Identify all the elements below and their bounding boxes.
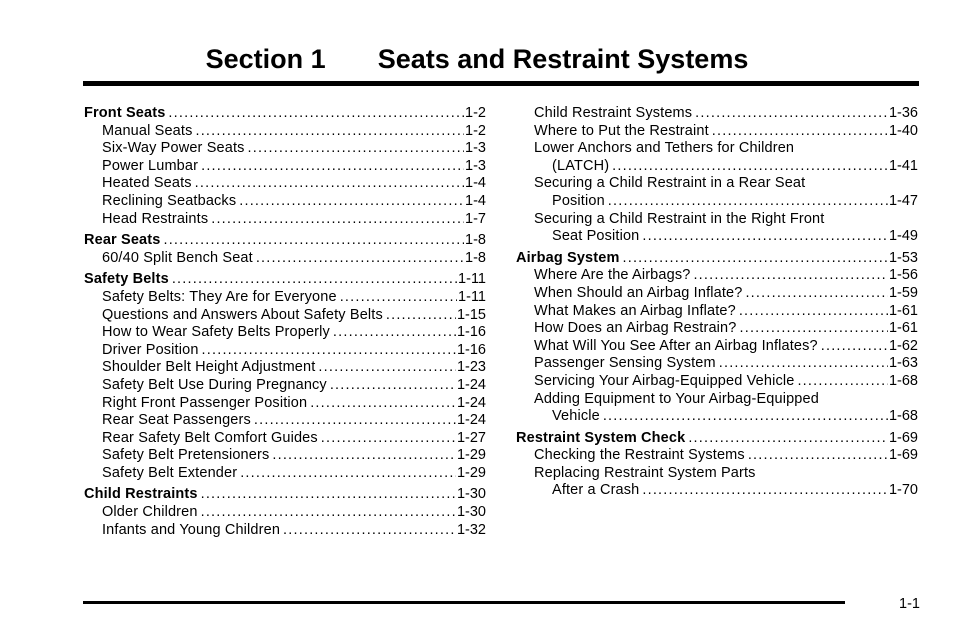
- toc-entry[interactable]: [84, 395, 486, 413]
- dot-leader: [195, 123, 464, 141]
- toc-entry-title: Safety Belts: They Are for Everyone: [102, 288, 337, 305]
- toc-entry[interactable]: [516, 105, 918, 123]
- toc-page-ref: 1-2: [465, 105, 486, 121]
- toc-entry-title: Securing a Child Restraint in a Rear Seat: [534, 175, 806, 192]
- dot-leader: [163, 232, 464, 250]
- dot-leader: [240, 465, 456, 483]
- toc-entry-title: Vehicle: [552, 408, 600, 425]
- toc-page-ref: 1-8: [465, 249, 486, 266]
- toc-page-ref: 1-27: [456, 429, 486, 446]
- toc-page-ref: 1-4: [465, 175, 486, 192]
- toc-entry-title: Power Lumbar: [102, 157, 199, 174]
- toc-page-ref: 1-62: [888, 337, 918, 354]
- toc-page-ref: 1-30: [456, 504, 486, 521]
- dot-leader: [603, 408, 888, 426]
- page-number: 1-1: [899, 596, 920, 612]
- toc-entry[interactable]: [516, 123, 918, 141]
- toc-entry-title: Position: [552, 192, 605, 209]
- toc-page-ref: 1-70: [888, 482, 918, 499]
- toc-section: [516, 430, 918, 500]
- toc-section: [84, 271, 486, 482]
- dot-leader: [272, 447, 456, 465]
- toc-entry[interactable]: [84, 158, 486, 176]
- toc-page-ref: 1-29: [456, 447, 486, 464]
- toc-entry[interactable]: [84, 465, 486, 483]
- dot-leader: [330, 377, 456, 395]
- toc-page-ref: 1-2: [465, 122, 486, 139]
- dot-leader: [748, 447, 888, 465]
- toc-page-ref: 1-23: [456, 359, 486, 376]
- toc-page-ref: 1-16: [456, 341, 486, 358]
- toc-entry-title: Checking the Restraint Systems: [534, 447, 745, 464]
- toc-entry-title: Safety Belts: [84, 271, 169, 288]
- toc-page-ref: 1-8: [465, 232, 486, 249]
- toc-page-ref: 1-32: [456, 521, 486, 538]
- toc-entry-title: 60/40 Split Bench Seat: [102, 249, 253, 266]
- footer-rule: [83, 601, 845, 604]
- toc-page-ref: 1-69: [888, 429, 918, 446]
- dot-leader: [695, 105, 888, 123]
- dot-leader: [318, 359, 456, 377]
- toc-entry[interactable]: [84, 504, 486, 522]
- toc-right-column: [516, 105, 918, 504]
- toc-entry-continued[interactable]: [516, 193, 918, 211]
- toc-entry-title: How Does an Airbag Restrain?: [534, 320, 737, 337]
- toc-page-ref: 1-40: [888, 122, 918, 139]
- toc-entry[interactable]: [516, 267, 918, 285]
- toc-entry[interactable]: [84, 430, 486, 448]
- toc-page-ref: 1-15: [456, 306, 486, 323]
- toc-entry-title: Rear Safety Belt Comfort Guides: [102, 429, 318, 446]
- toc-entry[interactable]: [516, 355, 918, 373]
- toc-page-ref: 1-11: [458, 288, 486, 305]
- dot-leader: [712, 123, 888, 141]
- toc-entry-title: Reclining Seatbacks: [102, 192, 237, 209]
- dot-leader: [642, 228, 888, 246]
- toc-entry-continued[interactable]: [516, 408, 918, 426]
- toc-heading[interactable]: [84, 105, 486, 123]
- toc-page-ref: 1-63: [888, 355, 918, 372]
- dot-leader: [211, 211, 464, 229]
- dot-leader: [202, 342, 456, 360]
- toc-entry-title: Rear Seat Passengers: [102, 412, 251, 429]
- section-title: Seats and Restraint Systems: [377, 44, 749, 74]
- dot-leader: [333, 324, 456, 342]
- toc-entry[interactable]: [516, 373, 918, 391]
- toc-page-ref: 1-24: [456, 412, 486, 429]
- toc-entry[interactable]: [516, 391, 918, 409]
- toc-page-ref: 1-59: [888, 284, 918, 301]
- toc-entry[interactable]: [84, 412, 486, 430]
- dot-leader: [239, 193, 464, 211]
- toc-entry[interactable]: [516, 140, 918, 158]
- toc-heading[interactable]: [84, 271, 486, 289]
- dot-leader: [745, 285, 888, 303]
- toc-page-ref: 1-16: [456, 324, 486, 341]
- dot-leader: [201, 486, 456, 504]
- toc-entry-title: Safety Belt Extender: [102, 464, 238, 481]
- toc-entry-title: What Will You See After an Airbag Inflates?: [534, 337, 818, 354]
- toc-entry-title: Replacing Restraint System Parts: [534, 464, 756, 481]
- dot-leader: [821, 338, 888, 356]
- title-rule: [83, 81, 919, 86]
- toc-section: [84, 232, 486, 267]
- toc-page-ref: 1-3: [465, 140, 486, 157]
- toc-section: [84, 105, 486, 228]
- toc-entry-title: Safety Belt Use During Pregnancy: [102, 376, 327, 393]
- dot-leader: [386, 307, 456, 325]
- toc-page-ref: 1-11: [458, 271, 486, 288]
- dot-leader: [797, 373, 888, 391]
- dot-leader: [739, 320, 887, 338]
- toc-entry[interactable]: [516, 465, 918, 483]
- toc-entry-title: Restraint System Check: [516, 429, 686, 446]
- dot-leader: [256, 250, 464, 268]
- dot-leader: [719, 355, 888, 373]
- dot-leader: [201, 158, 464, 176]
- toc-entry-title: Seat Position: [552, 228, 640, 245]
- toc-entry-title: Adding Equipment to Your Airbag-Equipped: [534, 390, 819, 407]
- toc-entry[interactable]: [516, 447, 918, 465]
- toc-entry-title: Infants and Young Children: [102, 521, 281, 538]
- toc-entry-title: How to Wear Safety Belts Properly: [102, 324, 330, 341]
- dot-leader: [168, 105, 464, 123]
- toc-page-ref: 1-30: [456, 486, 486, 503]
- toc-entry-title: Older Children: [102, 504, 198, 521]
- toc-heading[interactable]: [516, 250, 918, 268]
- dot-leader: [688, 430, 888, 448]
- toc-entry[interactable]: [84, 307, 486, 325]
- toc-entry[interactable]: [516, 338, 918, 356]
- dot-leader: [340, 289, 457, 307]
- toc-entry-title: Right Front Passenger Position: [102, 394, 308, 411]
- toc-entry-title: Where Are the Airbags?: [534, 267, 691, 284]
- toc-entry-title: Manual Seats: [102, 122, 193, 139]
- dot-leader: [283, 522, 456, 540]
- toc-entry-title: Driver Position: [102, 341, 199, 358]
- toc-entry-title: Airbag System: [516, 249, 620, 266]
- dot-leader: [201, 504, 456, 522]
- dot-leader: [623, 250, 888, 268]
- toc-entry-title: Rear Seats: [84, 232, 161, 249]
- toc-entry-continued[interactable]: [516, 158, 918, 176]
- toc-entry-continued[interactable]: [516, 482, 918, 500]
- toc-entry-title: After a Crash: [552, 482, 640, 499]
- toc-heading[interactable]: [84, 486, 486, 504]
- toc-entry-title: Head Restraints: [102, 210, 209, 227]
- toc-page-ref: 1-41: [888, 157, 918, 174]
- toc-page-ref: 1-49: [888, 228, 918, 245]
- toc-entry[interactable]: [84, 342, 486, 360]
- toc-entry[interactable]: [84, 447, 486, 465]
- dot-leader: [612, 158, 888, 176]
- toc-left-column: [84, 105, 486, 543]
- toc-page-ref: 1-61: [888, 302, 918, 319]
- toc-entry-title: Securing a Child Restraint in the Right Front: [534, 210, 825, 227]
- dot-leader: [310, 395, 456, 413]
- toc-page-ref: 1-36: [888, 105, 918, 121]
- toc-entry-title: Six-Way Power Seats: [102, 140, 245, 157]
- dot-leader: [254, 412, 456, 430]
- dot-leader: [693, 267, 888, 285]
- toc-entry[interactable]: [84, 289, 486, 307]
- toc-entry[interactable]: [516, 303, 918, 321]
- toc-entry-title: When Should an Airbag Inflate?: [534, 284, 743, 301]
- toc-entry[interactable]: [516, 285, 918, 303]
- toc-page-ref: 1-47: [888, 192, 918, 209]
- toc-page-ref: 1-24: [456, 394, 486, 411]
- toc-heading[interactable]: [84, 232, 486, 250]
- toc-entry-title: Passenger Sensing System: [534, 355, 716, 372]
- toc-section: [84, 486, 486, 539]
- toc-entry-title: Servicing Your Airbag-Equipped Vehicle: [534, 372, 795, 389]
- toc-entry[interactable]: [84, 377, 486, 395]
- toc-heading[interactable]: [516, 430, 918, 448]
- toc-entry-continued[interactable]: [516, 228, 918, 246]
- toc-page-ref: 1-4: [465, 192, 486, 209]
- toc-entry[interactable]: [84, 211, 486, 229]
- toc-entry[interactable]: [516, 211, 918, 229]
- toc-page-ref: 1-29: [456, 464, 486, 481]
- toc-section: [516, 250, 918, 426]
- toc-entry-title: What Makes an Airbag Inflate?: [534, 302, 736, 319]
- toc-section: [516, 105, 918, 246]
- toc-entry-title: Heated Seats: [102, 175, 192, 192]
- toc-entry-title: Lower Anchors and Tethers for Children: [534, 140, 795, 157]
- toc-entry[interactable]: [84, 359, 486, 377]
- toc-entry[interactable]: [516, 320, 918, 338]
- toc-page-ref: 1-24: [456, 376, 486, 393]
- toc-entry[interactable]: [516, 175, 918, 193]
- dot-leader: [172, 271, 457, 289]
- toc-entry[interactable]: [84, 140, 486, 158]
- toc-page-ref: 1-69: [888, 447, 918, 464]
- toc-entry-title: (LATCH): [552, 157, 610, 174]
- toc-page-ref: 1-61: [888, 320, 918, 337]
- dot-leader: [248, 140, 465, 158]
- toc-entry-title: Child Restraint Systems: [534, 105, 693, 121]
- toc-entry-title: Front Seats: [84, 105, 166, 121]
- toc-entry[interactable]: [84, 522, 486, 540]
- dot-leader: [739, 303, 888, 321]
- toc-page-ref: 1-53: [888, 249, 918, 266]
- dot-leader: [195, 175, 464, 193]
- toc-entry[interactable]: [84, 193, 486, 211]
- dot-leader: [608, 193, 888, 211]
- toc-entry[interactable]: [84, 175, 486, 193]
- dot-leader: [321, 430, 456, 448]
- toc-entry-title: Questions and Answers About Safety Belts: [102, 306, 383, 323]
- toc-page-ref: 1-68: [888, 408, 918, 425]
- toc-entry-title: Where to Put the Restraint: [534, 122, 709, 139]
- toc-page-ref: 1-68: [888, 372, 918, 389]
- section-number: Section 1: [205, 44, 326, 74]
- toc-page-ref: 1-56: [888, 267, 918, 284]
- toc-entry-title: Shoulder Belt Height Adjustment: [102, 359, 316, 376]
- toc-entry-title: Child Restraints: [84, 486, 198, 503]
- page-title: [0, 42, 954, 76]
- toc-entry[interactable]: [84, 250, 486, 268]
- toc-entry[interactable]: [84, 123, 486, 141]
- toc-entry-title: Safety Belt Pretensioners: [102, 447, 270, 464]
- toc-entry[interactable]: [84, 324, 486, 342]
- toc-page-ref: 1-3: [465, 157, 486, 174]
- toc-page-ref: 1-7: [465, 210, 486, 227]
- dot-leader: [642, 482, 888, 500]
